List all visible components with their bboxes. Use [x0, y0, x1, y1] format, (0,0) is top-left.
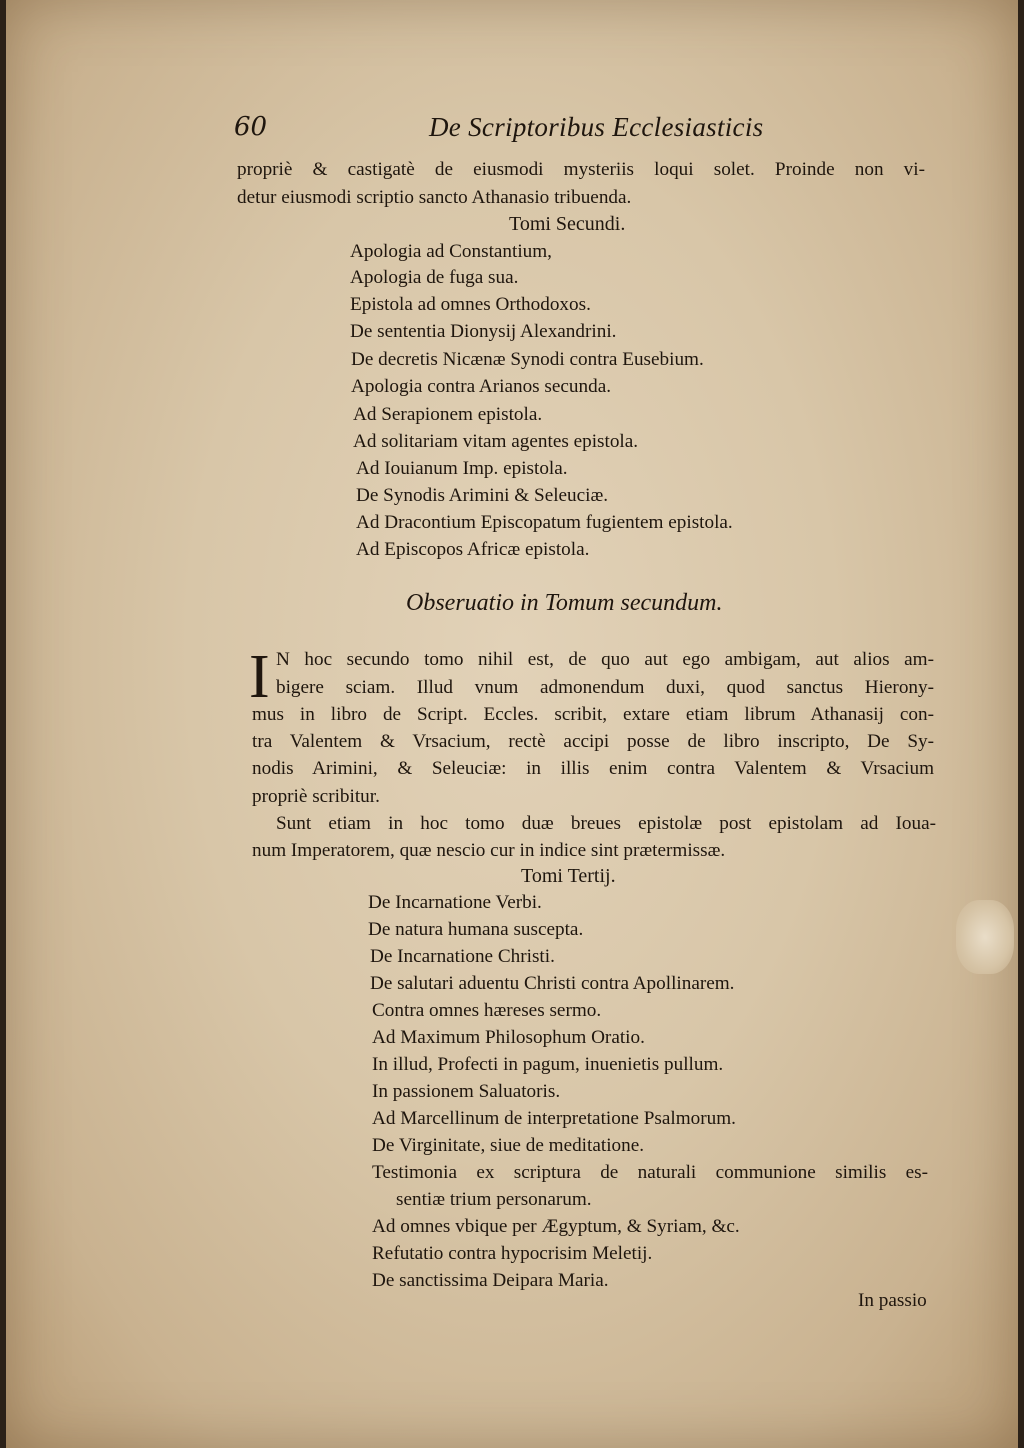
observatio-line: tra Valentem & Vrsacium, rectè accipi posse de libro inscripto, De Sy-	[252, 731, 934, 752]
tomus3-item: De Incarnatione Christi.	[370, 946, 555, 967]
observatio-heading: Obseruatio in Tomum secundum.	[406, 590, 723, 616]
observatio-line: N hoc secundo tomo nihil est, de quo aut ego ambigam, aut alios am-	[276, 649, 934, 670]
tomus2-item: De sententia Dionysij Alexandrini.	[350, 321, 617, 342]
observatio-line: Sunt etiam in hoc tomo duæ breues epistolæ post epistolam ad Ioua-	[276, 813, 936, 834]
tomus3-item: De sanctissima Deipara Maria.	[372, 1270, 609, 1291]
tomus2-item: De decretis Nicænæ Synodi contra Eusebium.	[351, 349, 704, 370]
tomus3-item: sentiæ trium personarum.	[396, 1189, 592, 1210]
book-page	[6, 0, 1018, 1448]
tomus3-heading: Tomi Tertij.	[521, 865, 616, 887]
tomus2-item: Apologia ad Constantium,	[350, 241, 552, 262]
observatio-line: nodis Arimini, & Seleuciæ: in illis enim contra Valentem & Vrsacium	[252, 758, 934, 779]
bleed-through	[256, 240, 296, 256]
tomus3-item: In passionem Saluatoris.	[372, 1081, 561, 1102]
tomus2-item: Apologia contra Arianos secunda.	[351, 376, 612, 397]
tomus2-item: Ad Episcopos Africæ epistola.	[356, 539, 590, 560]
intro-line: detur eiusmodi scriptio sancto Athanasio tribuenda.	[237, 187, 632, 208]
tomus2-item: De Synodis Arimini & Seleuciæ.	[356, 485, 609, 506]
tomus3-item: Ad omnes vbique per Ægyptum, & Syriam, &c.	[372, 1216, 740, 1237]
tomus3-item: Ad Marcellinum de interpretatione Psalmorum.	[372, 1108, 736, 1129]
running-title: De Scriptoribus Ecclesiasticis	[429, 112, 764, 142]
tomus3-item: De Incarnatione Verbi.	[368, 892, 542, 913]
running-header	[234, 112, 974, 152]
paper-stain	[956, 900, 1014, 974]
observatio-line: propriè scribitur.	[252, 786, 380, 807]
tomus3-item: De natura humana suscepta.	[368, 919, 584, 940]
tomus3-item: Refutatio contra hypocrisim Meletij.	[372, 1243, 653, 1264]
observatio-line: num Imperatorem, quæ nescio cur in indice sint prætermissæ.	[252, 840, 726, 861]
tomus3-item: Contra omnes hæreses sermo.	[372, 1000, 602, 1021]
tomus2-item: Apologia de fuga sua.	[350, 267, 519, 288]
tomus3-item: Testimonia ex scriptura de naturali communione similis es-	[372, 1162, 928, 1183]
observatio-line: mus in libro de Script. Eccles. scribit, extare etiam librum Athanasij con-	[252, 704, 934, 725]
intro-line: propriè & castigatè de eiusmodi mysteriis loqui solet. Proinde non vi-	[237, 159, 925, 180]
drop-cap: I	[249, 643, 270, 711]
page-number: 60	[234, 112, 268, 142]
observatio-line: bigere sciam. Illud vnum admonendum duxi, quod sanctus Hierony-	[276, 677, 934, 698]
tomus2-item: Epistola ad omnes Orthodoxos.	[350, 294, 591, 315]
tomus2-item: Ad Serapionem epistola.	[353, 404, 543, 425]
tomus2-item: Ad Iouianum Imp. epistola.	[356, 458, 568, 479]
catchword: In passio	[858, 1290, 927, 1311]
tomus3-item: De Virginitate, siue de meditatione.	[372, 1135, 645, 1156]
tomus2-heading: Tomi Secundi.	[509, 213, 626, 235]
tomus3-item: Ad Maximum Philosophum Oratio.	[372, 1027, 645, 1048]
tomus3-item: De salutari aduentu Christi contra Apollinarem.	[370, 973, 735, 994]
tomus2-item: Ad Dracontium Episcopatum fugientem epistola.	[356, 512, 733, 533]
tomus3-item: In illud, Profecti in pagum, inuenietis pullum.	[372, 1054, 724, 1075]
tomus2-item: Ad solitariam vitam agentes epistola.	[353, 431, 639, 452]
